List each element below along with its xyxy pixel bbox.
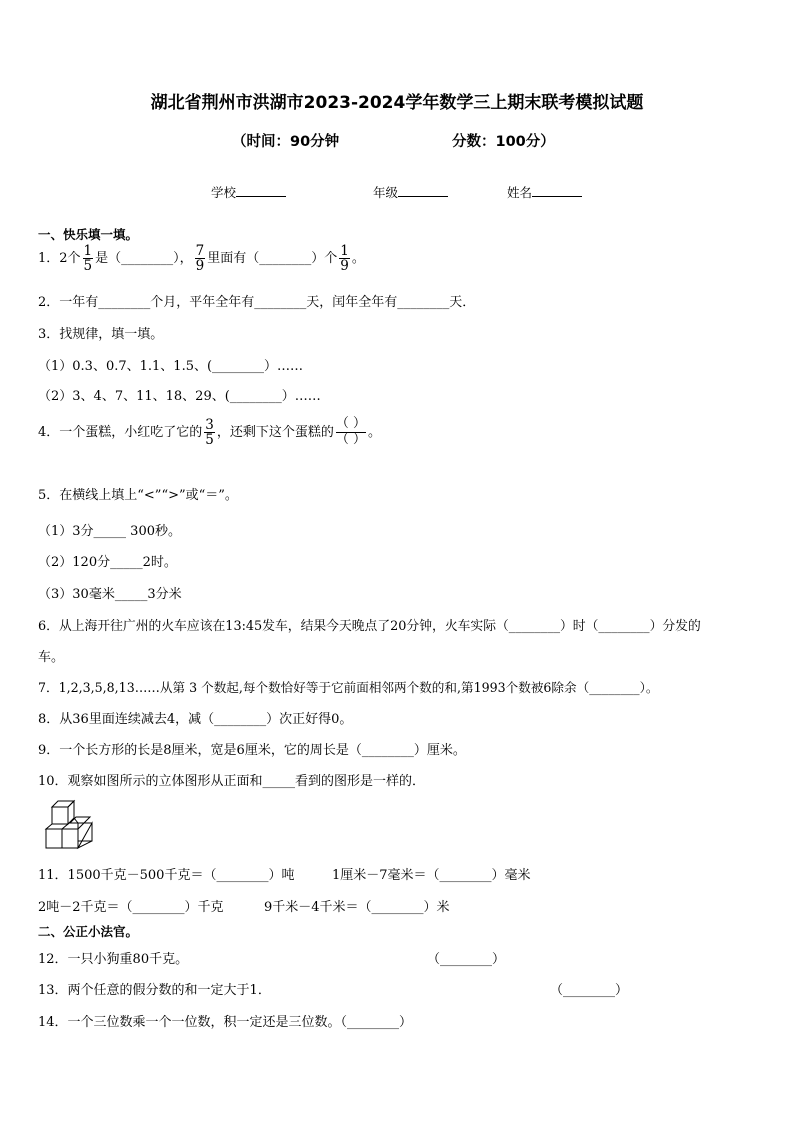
question-4 [38, 417, 381, 448]
school-blank [236, 184, 286, 197]
denominator: 5 [205, 431, 214, 448]
exam-score: 分数：100分） [452, 134, 555, 150]
numerator: 7 [195, 243, 205, 259]
question-3-1: （1）0.3、0.7、1.1、1.5、(________）…… [38, 359, 304, 374]
question-3-2: （2）3、4、7、11、18、29、(________）…… [38, 389, 321, 404]
question-11-b: 1厘米－7毫米＝（________）毫米 [332, 868, 531, 883]
question-5-3: （3）30毫米_____3分米 [38, 587, 182, 602]
answer-denominator: （ ） [335, 431, 367, 447]
grade-label: 年级 [373, 185, 399, 200]
question-3: 3．找规律，填一填。 [38, 327, 164, 342]
answer-numerator: （ ） [335, 416, 367, 431]
cube-stack-figure [44, 798, 96, 852]
grade-field [373, 183, 448, 201]
question-11-d: 9千米－4千米＝（________）米 [264, 900, 450, 915]
section-1-heading: 一、快乐填一填。 [38, 227, 139, 242]
numerator: 3 [205, 416, 214, 433]
question-12: 12．一只小狗重80千克。 [38, 952, 189, 967]
q1-text-a: 1．2个 [38, 251, 81, 267]
denominator: 9 [340, 258, 349, 275]
q4-text-c: 。 [368, 424, 382, 440]
question-6-line-1: 6．从上海开往广州的火车应该在13:45发车，结果今天晚点了20分钟，火车实际（________）时（________）分发的 [38, 619, 701, 634]
question-5: 5．在横线上填上“<”“>”或“＝”。 [38, 488, 238, 503]
numerator: 1 [83, 243, 93, 259]
q1-text-e: 。 [351, 251, 365, 267]
q1-text-b: 是（________）， [95, 251, 193, 267]
question-9: 9．一个长方形的长是8厘米，宽是6厘米，它的周长是（________）厘米。 [38, 743, 466, 758]
question-13-answer: （________） [550, 983, 629, 998]
numerator: 1 [340, 243, 349, 259]
q4-text-b: ，还剩下这个蛋糕的 [216, 424, 334, 440]
grade-blank [398, 184, 448, 197]
name-blank [532, 184, 582, 197]
question-2: 2．一年有________个月，平年全年有________天，闰年全年有________天． [38, 295, 476, 310]
school-field [211, 183, 286, 201]
q1-text-c: 里面有（________）个 [207, 251, 338, 267]
question-11-a: 11．1500千克－500千克＝（________）吨 [38, 868, 295, 883]
fraction [83, 244, 94, 273]
question-1 [38, 244, 365, 273]
question-5-1: （1）3分_____ 300秒。 [38, 524, 181, 539]
question-11-c: 2吨－2千克＝（________）千克 [38, 900, 224, 915]
q4-text-a: 4．一个蛋糕，小红吃了它的 [38, 424, 203, 440]
answer-fraction [336, 417, 366, 448]
denominator: 9 [195, 258, 205, 275]
question-12-answer: （________） [427, 952, 506, 967]
name-field [507, 183, 582, 201]
fraction [195, 244, 206, 273]
fraction [339, 244, 350, 273]
page-title: 湖北省荆州市洪湖市2023-2024学年数学三上期末联考模拟试题 [150, 93, 644, 113]
question-10: 10．观察如图所示的立体图形从正面和_____看到的图形是一样的． [38, 774, 426, 789]
fraction [204, 418, 215, 447]
question-13: 13．两个任意的假分数的和一定大于1． [38, 983, 271, 998]
exam-time: （时间：90分钟 [232, 134, 340, 150]
question-7: 7．1,2,3,5,8,13……从第 3 个数起,每个数恰好等于它前面相邻两个数的和,第1993个数被6除余（________）。 [38, 680, 659, 695]
section-2-heading: 二、公正小法官。 [38, 924, 139, 939]
question-5-2: （2）120分_____2时。 [38, 555, 177, 570]
question-6-line-2: 车。 [38, 650, 65, 665]
question-8: 8．从36里面连续减去4，减（________）次正好得0。 [38, 712, 353, 727]
name-label: 姓名 [507, 185, 533, 200]
school-label: 学校 [211, 185, 237, 200]
denominator: 5 [83, 258, 93, 275]
question-14: 14．一个三位数乘一个一位数，积一定还是三位数。（________） [38, 1015, 413, 1030]
